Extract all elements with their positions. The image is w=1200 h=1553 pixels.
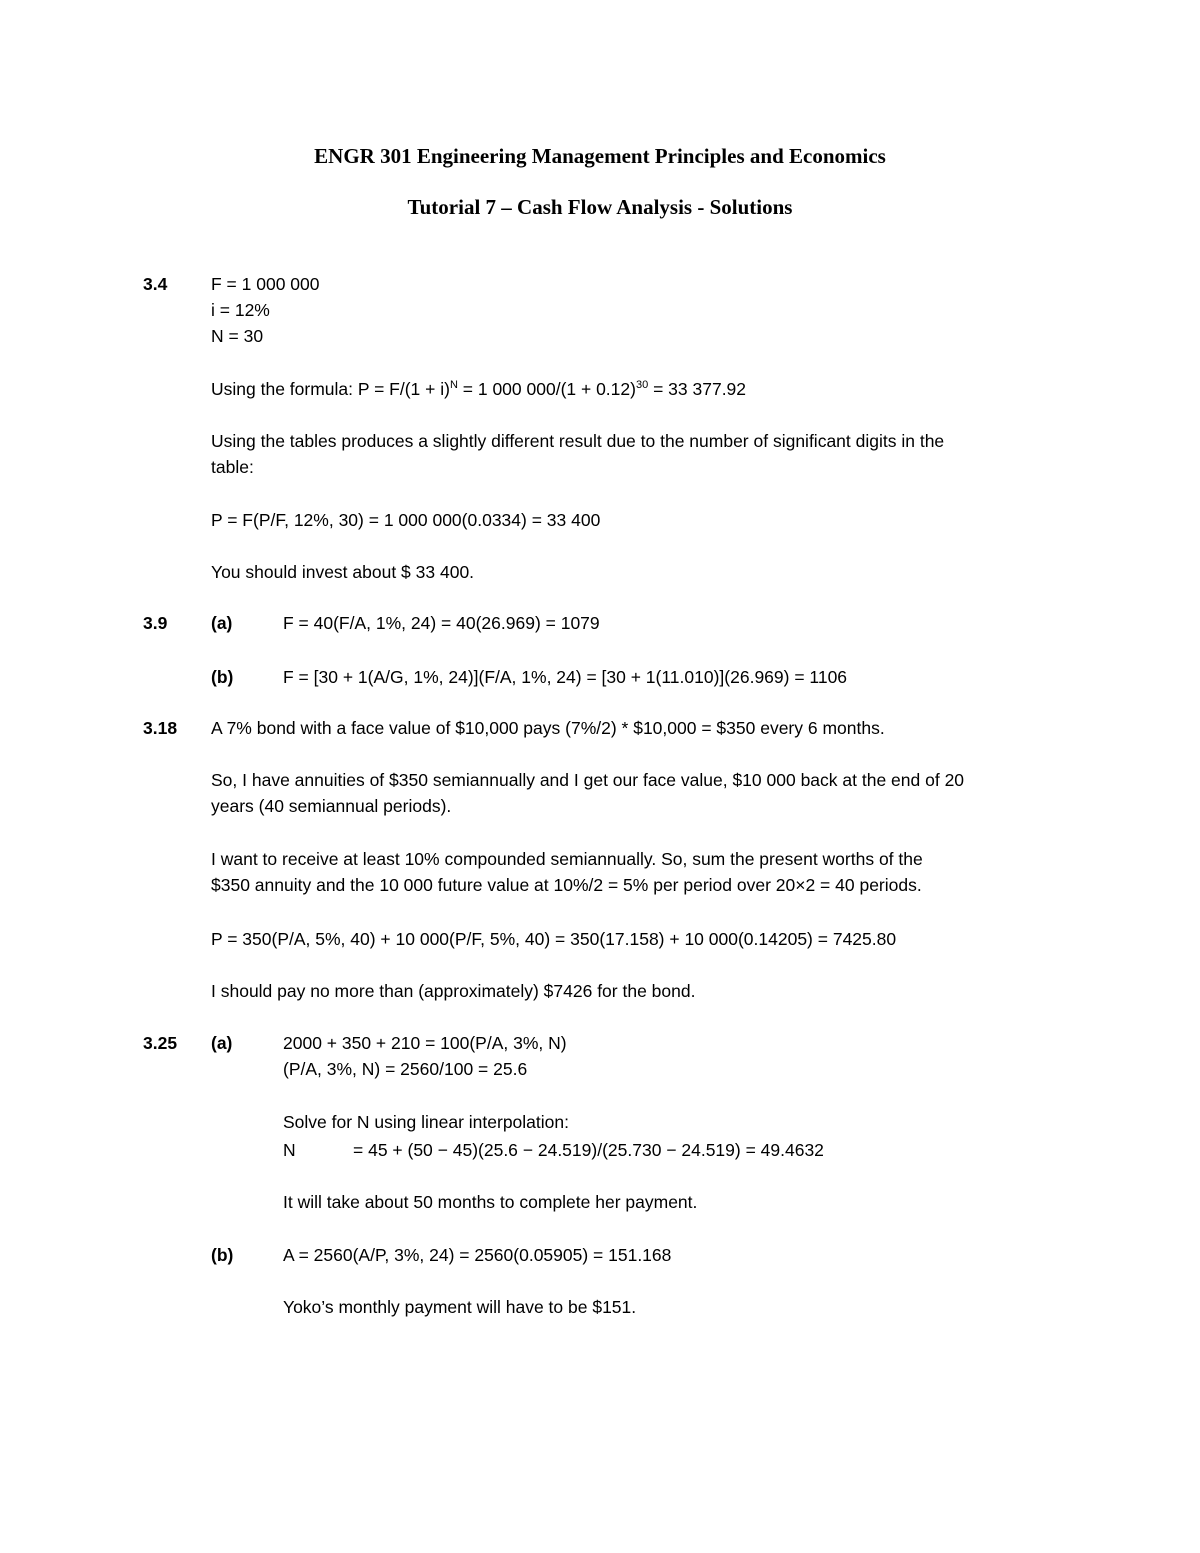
bond-text-line4: I want to receive at least 10% compounded semiannually. So, sum the present worths of the (211, 849, 923, 869)
bond-calculation: P = 350(P/A, 5%, 40) + 10 000(P/F, 5%, 40) = 350(17.158) + 10 000(0.14205) = 7425.80 (211, 929, 897, 949)
part-b-label: (b) (211, 667, 234, 687)
formula-line: Using the formula: $P = F/(1 + i)^N = 1$ 000 $000/(1 + 0.12)^{30} = 33$ 377.92 (211, 379, 747, 399)
part-a-line3: Solve for N using linear interpolation: (283, 1112, 569, 1132)
bond-text-line3: years (40 semiannual periods). (211, 796, 452, 816)
problem-number-3-18: 3.18 (143, 718, 178, 738)
answer-3-25-b: Yoko’s monthly payment will have to be $151. (283, 1297, 637, 1317)
part-a-calc: F = 40(F/A, 1%, 24) = 40(26.969) = 1079 (283, 613, 600, 633)
part-a-label: (a) (211, 1033, 233, 1053)
part-b-calc: F = [30 + 1(A/G, 1%, 24)](F/A, 1%, 24) = [30 + 1(11.010)](26.969) = 1106 (283, 667, 848, 687)
given-n: N = 30 (211, 326, 264, 346)
part-a-line2: (P/A, 3%, N) = 2560/100 = 25.6 (283, 1059, 528, 1079)
answer-3-25-a: It will take about 50 months to complete her payment. (283, 1192, 698, 1212)
part-b-label: (b) (211, 1245, 234, 1265)
problem-number-3-25: 3.25 (143, 1033, 178, 1053)
tables-text-line2: table: (211, 457, 254, 477)
bond-text-line5: $350 annuity and the 10 000 future value at 10%/2 = 5% per period over 20×2 = 40 periods. (211, 875, 922, 895)
bond-text-line1: A 7% bond with a face value of $10,000 pays (7%/2) * $10,000 = $350 every 6 months. (211, 718, 885, 738)
given-i: i = 12% (211, 300, 270, 320)
answer-3-4: You should invest about $ 33 400. (211, 562, 475, 582)
tables-text-line1: Using the tables produces a slightly different result due to the number of significant digits in the (211, 431, 945, 451)
interpolation-calc: = 45 + (50 − 45)(25.6 − 24.519)/(25.730 − 24.519) = 49.4632 (353, 1140, 824, 1160)
table-calculation: P = F(P/F, 12%, 30) = 1 000 000(0.0334) = 33 400 (211, 510, 601, 530)
tutorial-title: Tutorial 7 – Cash Flow Analysis - Solutions (407, 195, 793, 219)
given-f: F = 1 000 000 (211, 274, 320, 294)
answer-3-18: I should pay no more than (approximately) $7426 for the bond. (211, 981, 696, 1001)
interpolation-n-label: N (283, 1140, 296, 1160)
part-b-calc: A = 2560(A/P, 3%, 24) = 2560(0.05905) = 151.168 (283, 1245, 672, 1265)
part-a-label: (a) (211, 613, 233, 633)
course-title: ENGR 301 Engineering Management Principles and Economics (314, 144, 886, 168)
bond-text-line2: So, I have annuities of $350 semiannually and I get our face value, $10 000 back at the end of 20 (211, 770, 965, 790)
problem-number-3-4: 3.4 (143, 274, 168, 294)
part-a-line1: 2000 + 350 + 210 = 100(P/A, 3%, N) (283, 1033, 567, 1053)
problem-number-3-9: 3.9 (143, 613, 168, 633)
